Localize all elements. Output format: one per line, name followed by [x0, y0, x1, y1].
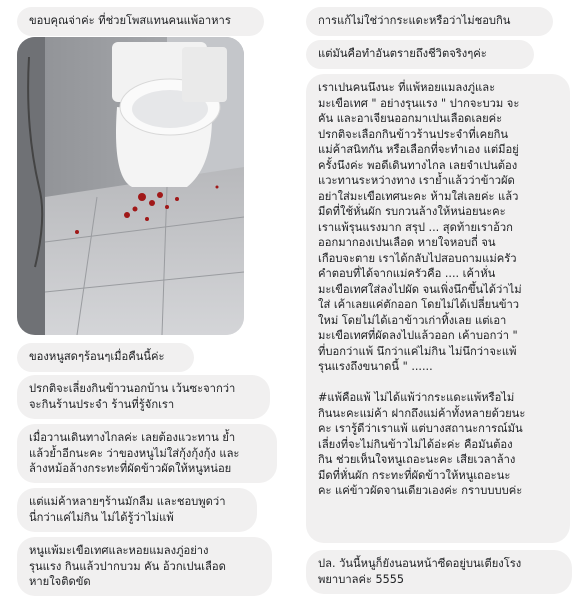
bathroom-photo[interactable] [17, 37, 244, 335]
message-bubble: ปรกติจะเลี่ยงกินข้าวนอกบ้าน เว้นซะจากว่า จะกินร้านประจำ ร้านที่รู้จักเรา [17, 375, 270, 419]
message-bubble: หนูแพ้มะเขือเทศและหอยแมลงภู่อย่าง รุนแรง กินแล้วปากบวม คัน อ้วกเปนเลือด หายใจติดขัด [17, 537, 272, 596]
message-bubble: การแก้ไม่ใช่ว่ากระแดะหรือว่าไม่ชอบกิน [306, 7, 553, 36]
toilet-photo-image [17, 37, 244, 335]
message-bubble: ของหนูสดๆร้อนๆเมื่อคืนนี้ค่ะ [17, 343, 194, 372]
message-bubble: เราเปนคนนึงนะ ที่แพ้หอยแมลงภู่และ มะเขือเทศ " อย่างรุนแรง " ปากจะบวม จะ คัน และอาเจียนออกมาเปนเลือดเลยค่ะ ปรกติจะเลือกกินข้าวร้านประจำที่เคยกิน แม่ค้าสนิทกัน หรือเลือกที่จะทำเอง แต่มีอยู่ ครั้งนึงค่ะ พอดีเดินทางไกล เลยจำเปนต้อง แวะทานระหว่างทาง เราย้ำแล้วว่าข้าวผัด อย่าใส่มะเขือเทศนะคะ ห้ามใส่เลยค่ะ แล้ว มีดที่ใช้หั่นผัก รบกวนล้างให้หน่อยนะคะ เราแพ้รุนแรงมาก สรุป ... สุดท้ายเราอ้วก ออกมากองเปนเลือด หายใจหอบถี่ จน เกือบจะตาย เราได้กลับไปสอบถามแม่ครัว คำตอบที่ได้จากแม่ครัวคือ .... เค้าหั่น มะเขือเทศใส่ลงไปผัด จนเพิ่งนึกขึ้นได้ว่าไม่ ใส่ เค้าเลยแค่ตักออก โดยไม่ได้เปลี่ยนข้าว ใหม่ โดยไม่ได้เอาข้าวเก่าทิ้งเลย แต่เอา มะเขือเทศที่ผัดลงไปแล้วออก เค้าบอกว่า " ที่บอกว่าแพ้ นึกว่าแค่ไม่กิน ไม่นึกว่าจะแพ้ รุนแรงถึงขนาดนี้ " ...... #แพ้คือแพ้ ไม่ได้แพ้ว่ากระแดะแพ้หรือไม่ กินนะคะแม่ค้า ฝากถึงแม่ค้าทั้งหลายด้วยนะ คะ เรารู้ดีว่าเราแพ้ แต่บางสถานะการณ์มัน เลี่ยงที่จะไม่กินข้าวไม่ได้อ่ะค่ะ คือมันต้อง กิน ช่วยเห็นใจหนูเถอะนะคะ เสียเวลาล้าง มีดที่หั่นผัก กระทะที่ผัดข้าวให้หนูเถอะนะ คะ แค่ข้าวผัดจานเดียวเองค่ะ กราบบบบค่ะ [306, 74, 570, 543]
message-bubble: ขอบคุณจ่าค่ะ ที่ช่วยโพสแทนคนแพ้อาหาร [17, 7, 264, 36]
message-bubble: แต่มันคือทำอันตรายถึงชีวิตจริงๆค่ะ [306, 40, 534, 69]
message-bubble: แต่แม่ค้าหลายๆร้านมักลืม และชอบพูดว่า นี่กว่าแค่ไม่กิน ไม่ได้รู้ว่าไม่แพ้ [17, 488, 257, 532]
message-bubble: ปล. วันนี้หนูก็ยังนอนหน้าซีดอยู่บนเตียงโรง พยาบาลค่ะ 5555 [306, 550, 572, 594]
message-bubble: เมื่อวานเดินทางไกลค่ะ เลยต้องแวะทาน ย้ำ แล้วย้ำอีกนะคะ ว่าของหนูไม่ใส่กุ้งกุ้งกุ้ง และ ล้างหม้อล้างกระทะที่ผัดข้าวผัดให้หนูหน่อย [17, 424, 277, 483]
